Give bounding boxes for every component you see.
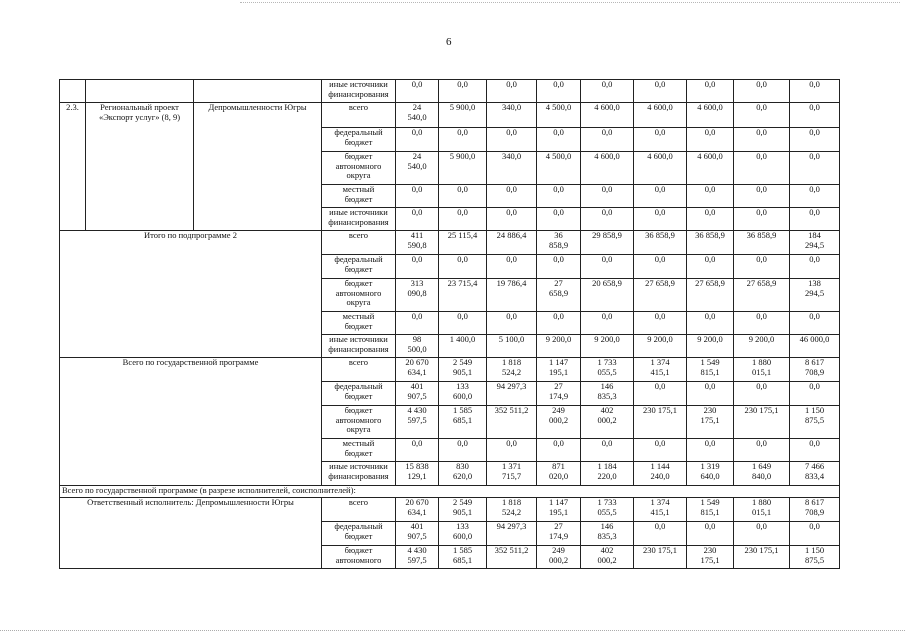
value-cell: 15 838 129,1 — [396, 462, 439, 486]
value-cell: 0,0 — [687, 439, 734, 462]
value-cell: 0,0 — [439, 80, 487, 103]
value-cell: 0,0 — [581, 312, 634, 335]
value-cell: 352 511,2 — [487, 406, 537, 439]
value-cell: 0,0 — [487, 312, 537, 335]
value-cell: 133 600,0 — [439, 382, 487, 406]
source-cell: иные источники финансирования — [322, 80, 396, 103]
value-cell: 0,0 — [581, 128, 634, 152]
table-row — [60, 486, 840, 498]
value-cell: 0,0 — [734, 208, 790, 231]
value-cell: 1 150 875,5 — [790, 546, 840, 569]
value-cell: 0,0 — [790, 103, 840, 128]
source-cell: иные источники финансирования — [322, 462, 396, 486]
value-cell: 1 184 220,0 — [581, 462, 634, 486]
value-cell: 98 500,0 — [396, 335, 439, 358]
value-cell: 1 585 685,1 — [439, 546, 487, 569]
value-cell: 4 500,0 — [537, 103, 581, 128]
value-cell: 146 835,3 — [581, 522, 634, 546]
value-cell: 1 818 524,2 — [487, 498, 537, 522]
value-cell: 0,0 — [581, 208, 634, 231]
table-row — [60, 358, 840, 382]
value-cell: 20 670 634,1 — [396, 498, 439, 522]
subprogram-total-label: Итого по подпрограмме 2 — [60, 231, 322, 358]
value-cell: 1 319 640,0 — [687, 462, 734, 486]
value-cell: 1 374 415,1 — [634, 498, 687, 522]
value-cell: 0,0 — [734, 522, 790, 546]
table-row — [60, 231, 840, 255]
source-cell: бюджет автономного — [322, 546, 396, 569]
responsible-executor-label: Ответственный исполнитель: Депромышленности Югры — [60, 498, 322, 569]
value-cell: 0,0 — [734, 312, 790, 335]
value-cell: 5 900,0 — [439, 103, 487, 128]
budget-table — [59, 79, 840, 569]
value-cell: 0,0 — [537, 255, 581, 279]
value-cell: 36 858,9 — [634, 231, 687, 255]
value-cell: 1 144 240,0 — [634, 462, 687, 486]
value-cell: 0,0 — [634, 208, 687, 231]
value-cell: 313 090,8 — [396, 279, 439, 312]
value-cell: 249 000,2 — [537, 406, 581, 439]
value-cell: 0,0 — [487, 439, 537, 462]
value-cell: 402 000,2 — [581, 406, 634, 439]
value-cell: 0,0 — [439, 208, 487, 231]
value-cell: 0,0 — [634, 128, 687, 152]
value-cell: 340,0 — [487, 152, 537, 185]
value-cell: 1 649 840,0 — [734, 462, 790, 486]
value-cell: 146 835,3 — [581, 382, 634, 406]
value-cell: 4 600,0 — [581, 103, 634, 128]
value-cell: 352 511,2 — [487, 546, 537, 569]
value-cell: 0,0 — [581, 439, 634, 462]
value-cell: 402 000,2 — [581, 546, 634, 569]
source-cell: федеральный бюджет — [322, 382, 396, 406]
value-cell: 230 175,1 — [734, 546, 790, 569]
table-row — [60, 80, 840, 103]
value-cell: 0,0 — [790, 439, 840, 462]
value-cell: 20 670 634,1 — [396, 358, 439, 382]
value-cell: 0,0 — [790, 382, 840, 406]
source-cell: всего — [322, 103, 396, 128]
value-cell: 0,0 — [537, 128, 581, 152]
value-cell: 0,0 — [396, 255, 439, 279]
value-cell: 0,0 — [790, 255, 840, 279]
value-cell: 0,0 — [581, 255, 634, 279]
value-cell: 9 200,0 — [581, 335, 634, 358]
value-cell: 0,0 — [734, 80, 790, 103]
project-name-cell: Региональный проект «Экспорт услуг» (8, 9) — [86, 103, 194, 231]
value-cell: 27 174,9 — [537, 382, 581, 406]
value-cell: 27 658,9 — [734, 279, 790, 312]
value-cell: 1 733 055,5 — [581, 358, 634, 382]
value-cell: 0,0 — [439, 255, 487, 279]
value-cell: 24 540,0 — [396, 103, 439, 128]
value-cell: 9 200,0 — [537, 335, 581, 358]
value-cell: 1 374 415,1 — [634, 358, 687, 382]
table-row — [60, 103, 840, 128]
value-cell: 0,0 — [487, 255, 537, 279]
value-cell: 2 549 905,1 — [439, 358, 487, 382]
value-cell: 340,0 — [487, 103, 537, 128]
value-cell: 0,0 — [790, 80, 840, 103]
source-cell: бюджет автономного округа — [322, 152, 396, 185]
value-cell: 29 858,9 — [581, 231, 634, 255]
value-cell: 1 585 685,1 — [439, 406, 487, 439]
source-cell: бюджет автономного округа — [322, 406, 396, 439]
value-cell: 0,0 — [396, 80, 439, 103]
value-cell: 0,0 — [734, 103, 790, 128]
value-cell: 4 430 597,5 — [396, 546, 439, 569]
value-cell: 23 715,4 — [439, 279, 487, 312]
source-cell: местный бюджет — [322, 439, 396, 462]
value-cell: 1 880 015,1 — [734, 358, 790, 382]
source-cell: федеральный бюджет — [322, 522, 396, 546]
value-cell: 0,0 — [687, 185, 734, 208]
name-cell — [86, 80, 194, 103]
value-cell: 1 371 715,7 — [487, 462, 537, 486]
value-cell: 27 658,9 — [634, 279, 687, 312]
value-cell: 1 147 195,1 — [537, 498, 581, 522]
value-cell: 0,0 — [734, 128, 790, 152]
value-cell: 1 549 815,1 — [687, 358, 734, 382]
value-cell: 0,0 — [396, 128, 439, 152]
value-cell: 230 175,1 — [687, 406, 734, 439]
source-cell: иные источники финансирования — [322, 335, 396, 358]
value-cell: 19 786,4 — [487, 279, 537, 312]
value-cell: 1 147 195,1 — [537, 358, 581, 382]
page-number: 6 — [446, 36, 452, 48]
value-cell: 4 600,0 — [687, 103, 734, 128]
value-cell: 0,0 — [439, 439, 487, 462]
value-cell: 0,0 — [687, 128, 734, 152]
value-cell: 0,0 — [790, 522, 840, 546]
value-cell: 46 000,0 — [790, 335, 840, 358]
value-cell: 0,0 — [734, 382, 790, 406]
value-cell: 27 658,9 — [687, 279, 734, 312]
value-cell: 138 294,5 — [790, 279, 840, 312]
value-cell: 0,0 — [790, 208, 840, 231]
value-cell: 5 900,0 — [439, 152, 487, 185]
value-cell: 184 294,5 — [790, 231, 840, 255]
value-cell: 20 658,9 — [581, 279, 634, 312]
value-cell: 9 200,0 — [687, 335, 734, 358]
value-cell: 0,0 — [687, 522, 734, 546]
value-cell: 5 100,0 — [487, 335, 537, 358]
value-cell: 830 620,0 — [439, 462, 487, 486]
value-cell: 0,0 — [581, 80, 634, 103]
value-cell: 0,0 — [687, 208, 734, 231]
value-cell: 7 466 833,4 — [790, 462, 840, 486]
value-cell: 230 175,1 — [734, 406, 790, 439]
value-cell: 0,0 — [734, 185, 790, 208]
value-cell: 4 600,0 — [687, 152, 734, 185]
value-cell: 0,0 — [790, 128, 840, 152]
table-row — [60, 498, 840, 522]
value-cell: 0,0 — [396, 208, 439, 231]
value-cell: 411 590,8 — [396, 231, 439, 255]
value-cell: 871 020,0 — [537, 462, 581, 486]
value-cell: 0,0 — [790, 312, 840, 335]
source-cell: местный бюджет — [322, 185, 396, 208]
value-cell: 0,0 — [487, 185, 537, 208]
program-total-label: Всего по государственной программе — [60, 358, 322, 486]
value-cell: 1 733 055,5 — [581, 498, 634, 522]
value-cell: 1 880 015,1 — [734, 498, 790, 522]
value-cell: 4 500,0 — [537, 152, 581, 185]
no-cell — [60, 80, 86, 103]
source-cell: федеральный бюджет — [322, 255, 396, 279]
scan-artifact-bottom — [0, 630, 905, 632]
value-cell: 133 600,0 — [439, 522, 487, 546]
value-cell: 0,0 — [634, 185, 687, 208]
value-cell: 0,0 — [537, 312, 581, 335]
source-cell: федеральный бюджет — [322, 128, 396, 152]
value-cell: 8 617 708,9 — [790, 498, 840, 522]
value-cell: 0,0 — [537, 80, 581, 103]
value-cell: 0,0 — [537, 208, 581, 231]
value-cell: 0,0 — [687, 80, 734, 103]
value-cell: 24 540,0 — [396, 152, 439, 185]
value-cell: 0,0 — [790, 185, 840, 208]
value-cell: 0,0 — [687, 255, 734, 279]
value-cell: 0,0 — [790, 152, 840, 185]
value-cell: 1 400,0 — [439, 335, 487, 358]
value-cell: 0,0 — [634, 439, 687, 462]
value-cell: 0,0 — [439, 128, 487, 152]
value-cell: 0,0 — [396, 439, 439, 462]
value-cell: 8 617 708,9 — [790, 358, 840, 382]
value-cell: 401 907,5 — [396, 522, 439, 546]
scan-artifact-top — [240, 2, 900, 4]
value-cell: 0,0 — [687, 382, 734, 406]
value-cell: 401 907,5 — [396, 382, 439, 406]
value-cell: 0,0 — [734, 152, 790, 185]
value-cell: 0,0 — [537, 185, 581, 208]
source-cell: всего — [322, 358, 396, 382]
value-cell: 0,0 — [734, 439, 790, 462]
value-cell: 2 549 905,1 — [439, 498, 487, 522]
value-cell: 230 175,1 — [634, 406, 687, 439]
value-cell: 36 858,9 — [687, 231, 734, 255]
value-cell: 0,0 — [634, 80, 687, 103]
breakdown-heading: Всего по государственной программе (в разрезе исполнителей, соисполнителей): — [60, 486, 840, 498]
value-cell: 4 600,0 — [634, 103, 687, 128]
value-cell: 230 175,1 — [687, 546, 734, 569]
source-cell: всего — [322, 231, 396, 255]
executor-cell: Депромышленности Югры — [194, 103, 322, 231]
value-cell: 27 174,9 — [537, 522, 581, 546]
value-cell: 1 818 524,2 — [487, 358, 537, 382]
value-cell: 0,0 — [396, 312, 439, 335]
value-cell: 0,0 — [439, 312, 487, 335]
value-cell: 0,0 — [487, 80, 537, 103]
value-cell: 36 858,9 — [537, 231, 581, 255]
value-cell: 0,0 — [687, 312, 734, 335]
value-cell: 9 200,0 — [634, 335, 687, 358]
value-cell: 1 150 875,5 — [790, 406, 840, 439]
value-cell: 4 600,0 — [634, 152, 687, 185]
value-cell: 4 430 597,5 — [396, 406, 439, 439]
value-cell: 0,0 — [487, 208, 537, 231]
value-cell: 0,0 — [634, 255, 687, 279]
value-cell: 36 858,9 — [734, 231, 790, 255]
source-cell: всего — [322, 498, 396, 522]
executor-cell — [194, 80, 322, 103]
value-cell: 0,0 — [734, 255, 790, 279]
value-cell: 94 297,3 — [487, 522, 537, 546]
value-cell: 27 658,9 — [537, 279, 581, 312]
value-cell: 0,0 — [439, 185, 487, 208]
value-cell: 0,0 — [634, 382, 687, 406]
value-cell: 0,0 — [581, 185, 634, 208]
source-cell: иные источники финансирования — [322, 208, 396, 231]
value-cell: 0,0 — [396, 185, 439, 208]
value-cell: 230 175,1 — [634, 546, 687, 569]
value-cell: 0,0 — [487, 128, 537, 152]
source-cell: бюджет автономного округа — [322, 279, 396, 312]
value-cell: 9 200,0 — [734, 335, 790, 358]
value-cell: 94 297,3 — [487, 382, 537, 406]
value-cell: 0,0 — [537, 439, 581, 462]
no-cell: 2.3. — [60, 103, 86, 231]
value-cell: 0,0 — [634, 312, 687, 335]
source-cell: местный бюджет — [322, 312, 396, 335]
value-cell: 1 549 815,1 — [687, 498, 734, 522]
value-cell: 24 886,4 — [487, 231, 537, 255]
value-cell: 4 600,0 — [581, 152, 634, 185]
value-cell: 25 115,4 — [439, 231, 487, 255]
value-cell: 249 000,2 — [537, 546, 581, 569]
value-cell: 0,0 — [634, 522, 687, 546]
